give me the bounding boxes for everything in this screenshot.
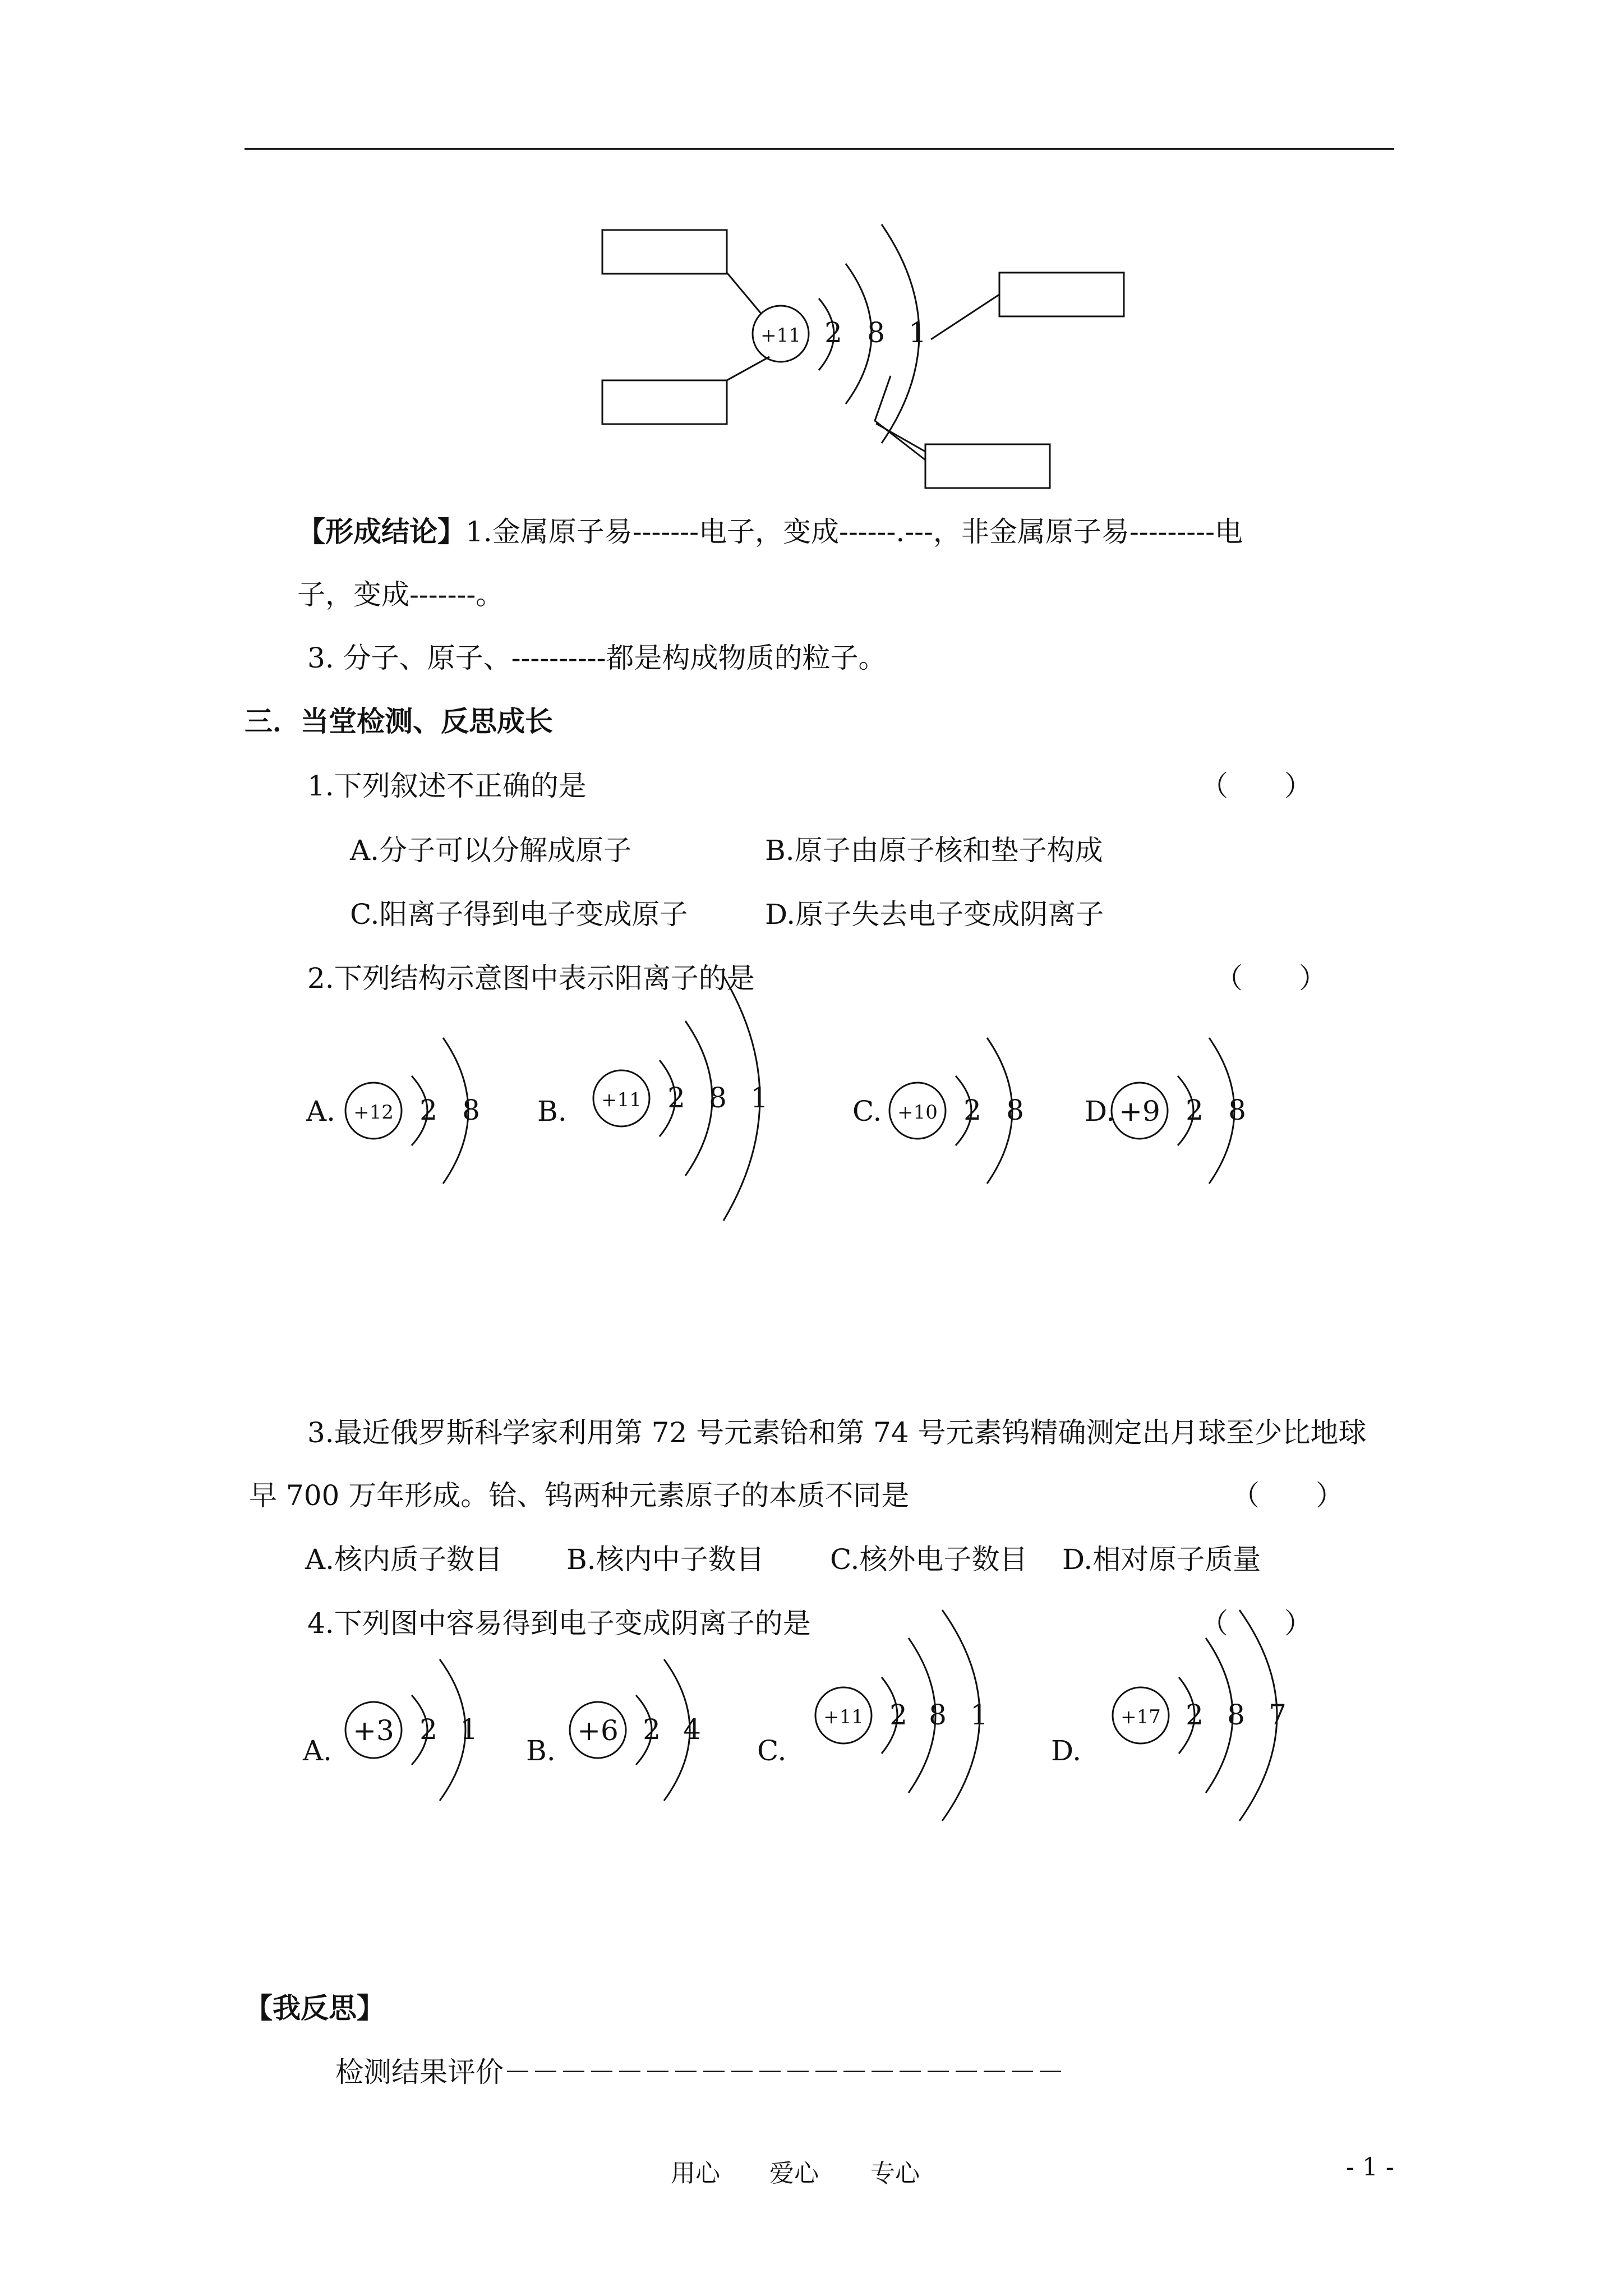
- nucleus-charge: +11: [760, 324, 801, 347]
- q2-c-charge: +10: [897, 1101, 938, 1124]
- q4-b-label: B.: [526, 1734, 556, 1767]
- q2-a-shell-count-1: 2: [419, 1094, 437, 1126]
- q4-c-shell-count-3: 1: [970, 1699, 988, 1731]
- q4-d-shell-count-2: 8: [1227, 1699, 1245, 1731]
- q2-stem: 2.下列结构示意图中表示阳离子的是: [307, 962, 755, 995]
- q2-b-shell-count-1: 2: [667, 1082, 685, 1114]
- q4-a-charge: +3: [353, 1714, 394, 1747]
- q4-d-shell-count-1: 2: [1186, 1699, 1204, 1731]
- shell-count-3: 1: [909, 316, 926, 349]
- q2-c-shell-count-1: 2: [963, 1094, 981, 1126]
- section-3-title: 三．当堂检测、反思成长: [245, 705, 553, 738]
- q4-d-charge: +17: [1121, 1706, 1161, 1728]
- q3-option-b: B.核内中子数目: [566, 1543, 764, 1576]
- q1-option-a: A.分子可以分解成原子: [350, 834, 632, 867]
- footer-motto-1: 用心: [671, 2159, 720, 2188]
- q2-a-label: A.: [306, 1095, 336, 1128]
- footer-motto-3: 专心: [870, 2159, 920, 2188]
- q4-a-shell-count-1: 2: [419, 1713, 437, 1746]
- q3-option-c: C.核外电子数目: [830, 1543, 1028, 1576]
- q4-d-shell-count-3: 7: [1269, 1699, 1287, 1731]
- shell-count-2: 8: [867, 316, 885, 349]
- q2-c-label: C.: [852, 1095, 882, 1128]
- q1-option-d: D.原子失去电子变成阴离子: [765, 898, 1104, 931]
- q4-b-shell-count-2: 4: [683, 1713, 701, 1746]
- q2-b-charge: +11: [601, 1089, 642, 1111]
- q3-line-2: 早 700 万年形成。铪、钨两种元素原子的本质不同是: [249, 1479, 910, 1512]
- q2-answer-paren: （ ）: [1215, 962, 1327, 995]
- q2-d-charge: +9: [1119, 1095, 1160, 1128]
- q4-a-shell-count-2: 1: [460, 1713, 478, 1746]
- q4-c-shell-count-2: 8: [929, 1699, 947, 1731]
- q3-line-1: 3.最近俄罗斯科学家利用第 72 号元素铪和第 74 号元素钨精确测定出月球至少比地球: [307, 1416, 1367, 1449]
- conclusion-tag: 【形成结论】: [297, 515, 465, 548]
- q4-c-charge: +11: [823, 1706, 864, 1728]
- q2-b-shell-count-2: 8: [709, 1082, 727, 1114]
- q2-a-charge: +12: [353, 1101, 394, 1124]
- q4-c-shell-count-1: 2: [889, 1699, 907, 1731]
- q2-d-label: D.: [1085, 1095, 1115, 1128]
- q4-b-shell-count-1: 2: [643, 1713, 661, 1746]
- q4-a-label: A.: [303, 1734, 333, 1767]
- q4-b-charge: +6: [577, 1714, 619, 1747]
- q1-option-b: B.原子由原子核和垫子构成: [765, 834, 1103, 867]
- q3-option-a: A.核内质子数目: [305, 1543, 503, 1576]
- q3-answer-paren: （ ）: [1232, 1479, 1344, 1512]
- q4-stem: 4.下列图中容易得到电子变成阴离子的是: [307, 1607, 811, 1640]
- conclusion-line-3: 3. 分子、原子、----------都是构成物质的粒子。: [307, 642, 887, 674]
- q2-d-shell-count-1: 2: [1186, 1094, 1204, 1126]
- q4-c-label: C.: [757, 1734, 787, 1767]
- q1-answer-paren: （ ）: [1200, 770, 1312, 802]
- conclusion-text-1: 1.金属原子易-------电子，变成------.---，非金属原子易---------电: [465, 516, 1243, 548]
- q2-c-shell-count-2: 8: [1006, 1094, 1024, 1126]
- q4-d-label: D.: [1051, 1734, 1082, 1767]
- q3-option-d: D.相对原子质量: [1062, 1543, 1261, 1576]
- q2-a-shell-count-2: 8: [462, 1094, 480, 1126]
- q2-b-label: B.: [537, 1095, 567, 1128]
- conclusion-line-2: 子，变成-------。: [297, 578, 504, 611]
- q1-option-c: C.阳离子得到电子变成原子: [350, 898, 688, 931]
- page-number: - 1 -: [1346, 2153, 1394, 2182]
- reflection-evaluation: 检测结果评价－－－－－－－－－－－－－－－－－－－－: [335, 2056, 1064, 2088]
- shell-count-1: 2: [824, 316, 842, 349]
- footer-motto-2: 爱心: [769, 2159, 819, 2188]
- q1-stem: 1.下列叙述不正确的是: [307, 770, 587, 802]
- q4-answer-paren: （ ）: [1200, 1607, 1312, 1640]
- q2-b-shell-count-3: 1: [750, 1082, 768, 1114]
- reflection-title: 【我反思】: [245, 1991, 385, 2024]
- q2-d-shell-count-2: 8: [1228, 1094, 1246, 1126]
